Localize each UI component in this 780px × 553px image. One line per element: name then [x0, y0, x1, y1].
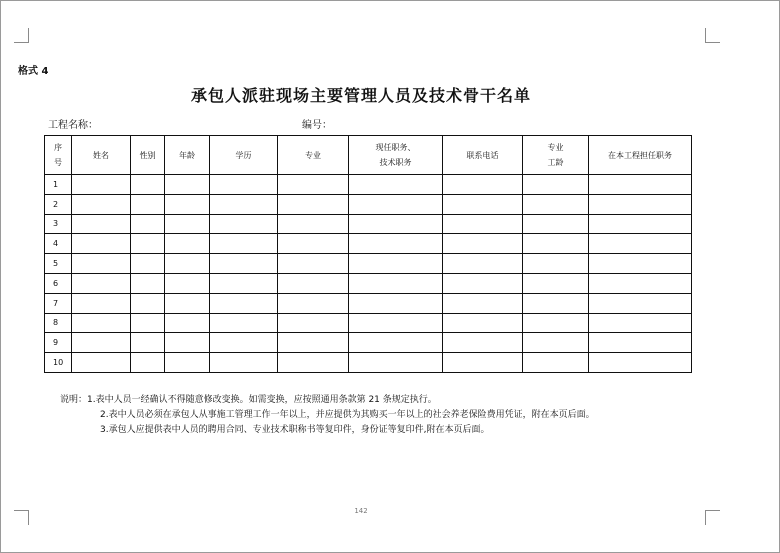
table-cell: [72, 234, 131, 254]
table-cell: [278, 313, 349, 333]
table-cell: [443, 175, 523, 195]
table-cell: [210, 293, 278, 313]
row-number-cell: 1: [45, 175, 72, 195]
number-label: 编号：: [302, 120, 332, 131]
note-item: 2.表中人员必须在承包人从事施工管理工作一年以上，并应提供为其购买一年以上的社会养老保险费用凭证，附在本页后面。: [100, 410, 595, 420]
header-cell: 序 号: [45, 136, 72, 175]
table-cell: [443, 194, 523, 214]
table-cell: [165, 234, 210, 254]
table-cell: [131, 214, 165, 234]
row-number-cell: 5: [45, 254, 72, 274]
table-cell: [589, 333, 692, 353]
table-cell: [278, 353, 349, 373]
table-cell: [210, 175, 278, 195]
table-cell: [523, 194, 589, 214]
header-cell: 姓名: [72, 136, 131, 175]
table-row: [45, 254, 692, 274]
table-cell: [131, 273, 165, 293]
table-cell: [278, 234, 349, 254]
table-cell: [72, 313, 131, 333]
row-number-cell: 4: [45, 234, 72, 254]
header-cell: 性别: [131, 136, 165, 175]
page-number: 142: [354, 507, 368, 515]
table-cell: [131, 353, 165, 373]
table-row: [45, 333, 692, 353]
table-cell: [589, 353, 692, 373]
table-cell: [589, 234, 692, 254]
table-cell: [72, 194, 131, 214]
table-cell: [349, 234, 443, 254]
header-cell: 年龄: [165, 136, 210, 175]
table-cell: [349, 175, 443, 195]
format-label: 格式 4: [18, 66, 49, 77]
table-cell: [349, 214, 443, 234]
table-cell: [278, 175, 349, 195]
header-cell: 在本工程担任职务: [589, 136, 692, 175]
table-cell: [443, 313, 523, 333]
table-cell: [523, 333, 589, 353]
table-cell: [443, 353, 523, 373]
table-cell: [443, 273, 523, 293]
table-row: [45, 214, 692, 234]
table-cell: [131, 254, 165, 274]
note-item: 说明：1.表中人员一经确认不得随意修改变换。如需变换，应按照通用条款第 21 条规定执行。: [60, 395, 437, 405]
table-cell: [349, 353, 443, 373]
row-number-cell: 6: [45, 273, 72, 293]
table-cell: [589, 293, 692, 313]
table-cell: [278, 273, 349, 293]
header-cell: 学历: [210, 136, 278, 175]
table-cell: [589, 194, 692, 214]
table-cell: [210, 353, 278, 373]
table-cell: [210, 194, 278, 214]
header-cell: 专业: [278, 136, 349, 175]
table-row: [45, 313, 692, 333]
table-cell: [165, 194, 210, 214]
table-cell: [523, 214, 589, 234]
table-cell: [443, 254, 523, 274]
table-cell: [443, 293, 523, 313]
table-cell: [131, 175, 165, 195]
note-item: 3.承包人应提供表中人员的聘用合同、专业技术职称书等复印件，身份证等复印件,附在本页后面。: [100, 425, 490, 435]
table-cell: [443, 214, 523, 234]
row-number-cell: 2: [45, 194, 72, 214]
table-cell: [72, 333, 131, 353]
table-cell: [165, 254, 210, 274]
table-cell: [349, 194, 443, 214]
table-cell: [131, 234, 165, 254]
table-cell: [278, 293, 349, 313]
table-cell: [72, 175, 131, 195]
table-cell: [349, 313, 443, 333]
table-cell: [349, 273, 443, 293]
header-cell: 联系电话: [443, 136, 523, 175]
row-number-cell: 8: [45, 313, 72, 333]
table-cell: [165, 273, 210, 293]
table-cell: [349, 333, 443, 353]
table-cell: [210, 333, 278, 353]
table-cell: [349, 254, 443, 274]
crop-mark-top-right: [705, 28, 720, 43]
table-cell: [72, 273, 131, 293]
table-cell: [210, 214, 278, 234]
table-cell: [72, 353, 131, 373]
table-cell: [165, 353, 210, 373]
table-cell: [523, 273, 589, 293]
table-cell: [589, 175, 692, 195]
table-cell: [523, 175, 589, 195]
document-title: 承包人派驻现场主要管理人员及技术骨干名单: [190, 86, 531, 105]
table-cell: [523, 353, 589, 373]
table-cell: [131, 194, 165, 214]
row-number-cell: 10: [45, 353, 72, 373]
row-number-cell: 7: [45, 293, 72, 313]
table-cell: [278, 214, 349, 234]
table-cell: [131, 293, 165, 313]
header-cell: 现任职务、 技术职务: [349, 136, 443, 175]
table-cell: [72, 254, 131, 274]
row-number-cell: 3: [45, 214, 72, 234]
table-cell: [589, 313, 692, 333]
table-cell: [523, 313, 589, 333]
table-cell: [210, 254, 278, 274]
project-name-label: 工程名称：: [48, 120, 98, 131]
crop-mark-top-left: [14, 28, 29, 43]
header-cell: 专业 工龄: [523, 136, 589, 175]
table-row: [45, 175, 692, 195]
table-cell: [278, 254, 349, 274]
row-number-cell: 9: [45, 333, 72, 353]
table-cell: [165, 214, 210, 234]
table-row: [45, 194, 692, 214]
table-cell: [165, 175, 210, 195]
table-row: [45, 353, 692, 373]
table-cell: [210, 234, 278, 254]
table-cell: [210, 313, 278, 333]
table-cell: [278, 333, 349, 353]
table-cell: [523, 234, 589, 254]
table-cell: [165, 333, 210, 353]
table-cell: [72, 214, 131, 234]
table-cell: [523, 254, 589, 274]
table-cell: [131, 333, 165, 353]
table-cell: [589, 214, 692, 234]
table-cell: [349, 293, 443, 313]
table-cell: [72, 293, 131, 313]
table-row: [45, 293, 692, 313]
table-cell: [443, 333, 523, 353]
personnel-table: [44, 135, 692, 373]
table-cell: [443, 234, 523, 254]
table-cell: [589, 254, 692, 274]
table-cell: [523, 293, 589, 313]
table-cell: [589, 273, 692, 293]
table-cell: [165, 313, 210, 333]
table-row: [45, 234, 692, 254]
table-cell: [131, 313, 165, 333]
table-cell: [278, 194, 349, 214]
table-row: [45, 273, 692, 293]
table-cell: [210, 273, 278, 293]
table-cell: [165, 293, 210, 313]
table-header-row: [45, 136, 692, 175]
